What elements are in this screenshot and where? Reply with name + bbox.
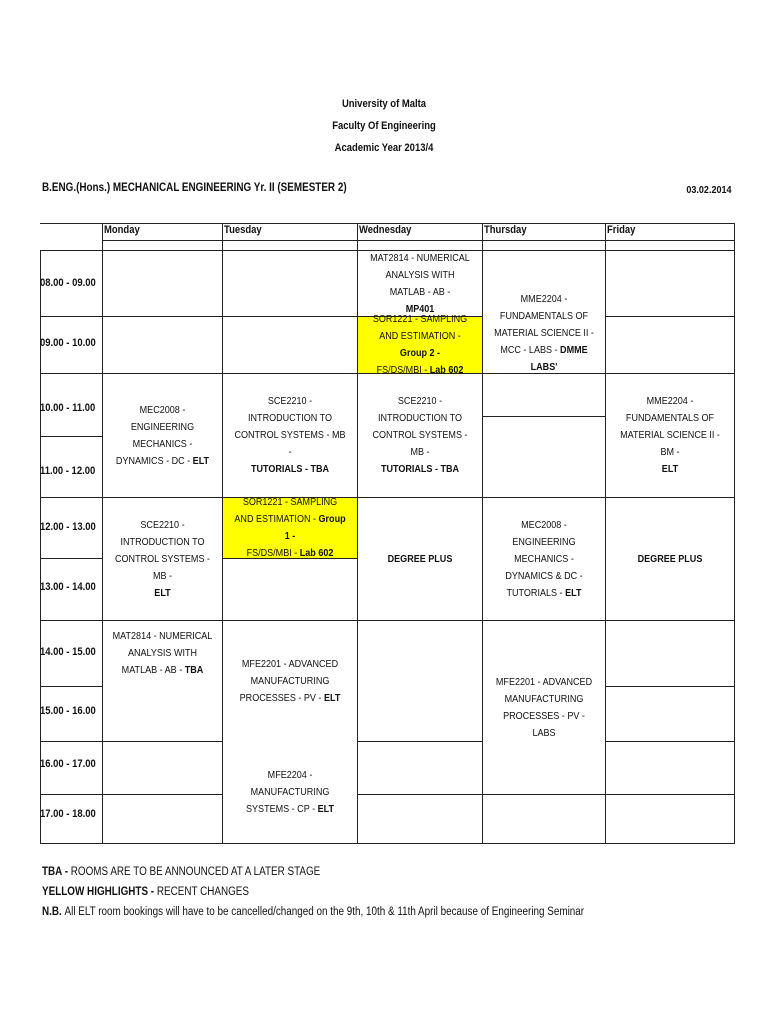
session-text: SOR1221 - SAMPLING AND ESTIMATION - [372, 313, 468, 342]
grid-line [102, 240, 734, 241]
day-header-thursday: Thursday [484, 224, 527, 236]
note-nb-key: N.B. [42, 906, 65, 918]
note-tba [42, 866, 320, 878]
session-text: MAT2814 - NUMERICAL ANALYSIS WITH MATLAB - AB - [112, 630, 213, 676]
session-wed-1000 [358, 374, 482, 497]
note-tba-text: ROOMS ARE TO BE ANNOUNCED AT A LATER STAGE [70, 866, 321, 878]
grid-line [357, 741, 482, 742]
session-text: MFE2201 - ADVANCED MANUFACTURING PROCESSES - PV - LABS [495, 675, 593, 739]
session-room: ELT [565, 586, 582, 599]
session-text: MME2204 - FUNDAMENTALS OF MATERIAL SCIENCE II - MCC - LABS - [494, 293, 594, 356]
session-room: ELT [661, 463, 679, 475]
time-label: 09.00 - 10.00 [40, 337, 96, 349]
note-yellow-key: YELLOW HIGHLIGHTS - [42, 886, 157, 898]
grid-line [605, 686, 734, 687]
grid-line [734, 223, 735, 844]
session-tue-1000 [223, 374, 357, 497]
session-room: ELT [323, 691, 341, 704]
note-nb [42, 906, 584, 918]
session-room: DMME LABS' [530, 344, 588, 373]
session-fri-1200 [606, 498, 734, 620]
note-yellow-text: RECENT CHANGES [156, 886, 249, 898]
session-wed-0800 [358, 251, 482, 316]
program-title: B.ENG.(Hons.) MECHANICAL ENGINEERING Yr. II (SEMESTER 2) [42, 182, 347, 194]
grid-line [482, 416, 605, 417]
day-header-monday: Monday [104, 224, 140, 236]
title-faculty: Faculty Of Engineering [332, 120, 436, 132]
day-header-tuesday: Tuesday [224, 224, 262, 236]
note-yellow [42, 886, 249, 898]
session-text: SCE2210 - INTRODUCTION TO CONTROL SYSTEMS - MB - [114, 518, 211, 582]
grid-line [40, 686, 102, 687]
session-text: MFE2204 - MANUFACTURING SYSTEMS - CP - [246, 769, 330, 815]
session-text: MEC2008 - ENGINEERING MECHANICS - DYNAMICS - DC - [115, 403, 195, 467]
session-fri-1000 [606, 374, 734, 497]
day-header-wednesday: Wednesday [359, 224, 412, 236]
grid-line [40, 558, 102, 559]
session-text: MFE2201 - ADVANCED MANUFACTURING PROCESSES - PV - [239, 657, 339, 704]
session-mon-1200 [103, 498, 222, 620]
time-label: 17.00 - 18.00 [40, 808, 96, 820]
session-lecturer: FS/DS/MBI - [376, 364, 430, 376]
time-label: 15.00 - 16.00 [40, 705, 96, 717]
time-label: 13.00 - 14.00 [40, 581, 96, 593]
time-label: 11.00 - 12.00 [40, 465, 96, 477]
time-label: 16.00 - 17.00 [40, 758, 96, 770]
grid-line [40, 794, 222, 795]
session-room: MP401 [405, 302, 435, 315]
session-room: Lab 602 [299, 547, 334, 559]
session-text: DEGREE PLUS [637, 552, 703, 565]
session-thu-1400 [483, 621, 605, 794]
session-text: SCE2210 - INTRODUCTION TO CONTROL SYSTEMS - MB - [372, 395, 468, 458]
grid-line [357, 794, 734, 795]
session-text: DEGREE PLUS [387, 552, 453, 565]
title-university: University of Malta [341, 98, 427, 110]
grid-line [40, 843, 734, 844]
session-text: SOR1221 - SAMPLING AND ESTIMATION - [234, 496, 338, 525]
session-mon-1400 [103, 621, 222, 686]
session-thu-1200 [483, 498, 605, 620]
session-room: ELT [317, 803, 334, 815]
session-room: TUTORIALS - TBA [250, 463, 330, 475]
session-room: ELT [154, 586, 171, 599]
time-label: 10.00 - 11.00 [40, 402, 96, 414]
session-text: SCE2210 - INTRODUCTION TO CONTROL SYSTEMS - MB - [234, 395, 346, 458]
title-academic-year: Academic Year 2013/4 [334, 142, 434, 154]
session-text: MAT2814 - NUMERICAL ANALYSIS WITH MATLAB - AB - [370, 251, 470, 298]
session-room: TBA [184, 664, 204, 676]
grid-line [40, 741, 222, 742]
note-tba-key: TBA - [42, 866, 71, 878]
session-tue-1600 [223, 742, 357, 843]
session-mon-1000 [103, 374, 222, 497]
session-tue-1400 [223, 621, 357, 741]
session-text: MME2204 - FUNDAMENTALS OF MATERIAL SCIENCE II - BM - [620, 395, 720, 458]
session-wed-0900-highlight [358, 313, 482, 376]
time-label: 08.00 - 09.00 [40, 277, 96, 289]
session-thu-0900 [483, 251, 605, 416]
session-text: MEC2008 - ENGINEERING MECHANICS - DYNAMICS & DC - TUTORIALS - [505, 518, 583, 599]
time-label: 14.00 - 15.00 [40, 646, 96, 658]
session-lecturer: FS/DS/MBI - [246, 547, 300, 559]
timetable-date: 03.02.2014 [686, 184, 732, 196]
grid-line [605, 741, 734, 742]
session-room: TUTORIALS - TBA [380, 463, 460, 475]
session-room: ELT [192, 454, 210, 467]
day-header-friday: Friday [607, 224, 636, 236]
session-group: Group 1 - [284, 513, 346, 542]
grid-line [40, 436, 102, 437]
session-tue-1200-highlight [223, 498, 357, 558]
grid-line [605, 316, 734, 317]
session-wed-1200 [358, 498, 482, 620]
note-nb-text: All ELT room bookings will have to be cancelled/changed on the 9th, 10th & 11th April because of Engineering Seminar [64, 906, 585, 918]
time-label: 12.00 - 13.00 [40, 521, 96, 533]
session-group: Group 2 - [399, 347, 441, 359]
session-room: Lab 602 [429, 364, 464, 376]
